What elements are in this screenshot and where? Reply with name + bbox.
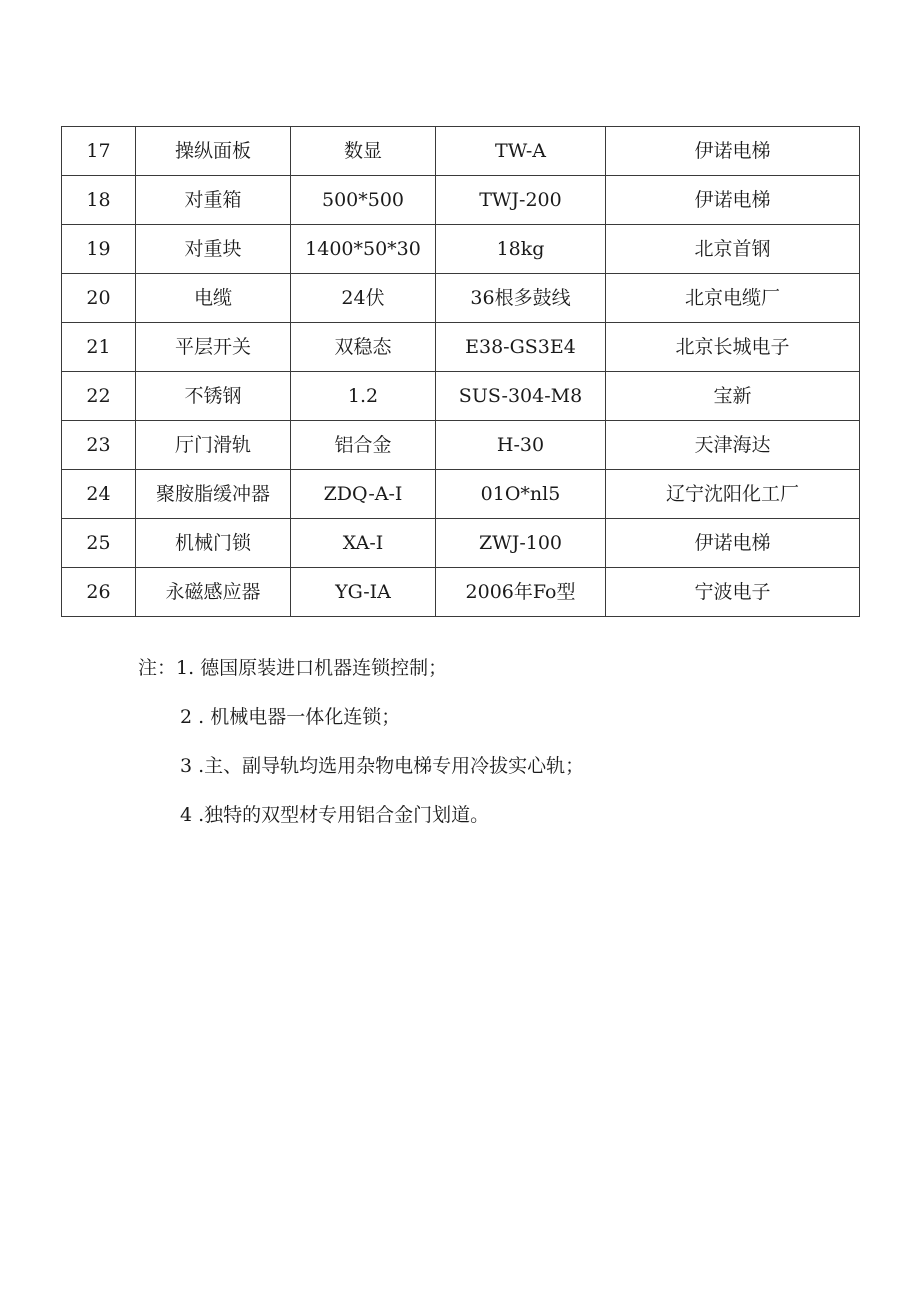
manufacturer-cell: 北京首钢 xyxy=(606,225,860,274)
row-number-cell: 22 xyxy=(62,372,136,421)
row-number-cell: 18 xyxy=(62,176,136,225)
model-cell: ZWJ-100 xyxy=(436,519,606,568)
model-cell: E38-GS3E4 xyxy=(436,323,606,372)
row-number-cell: 23 xyxy=(62,421,136,470)
table-row xyxy=(62,372,860,421)
manufacturer-cell: 宁波电子 xyxy=(606,568,860,617)
note-line-4: 4 .独特的双型材专用铝合金门划道。 xyxy=(180,804,490,826)
spec-cell: YG-IA xyxy=(291,568,436,617)
manufacturer-cell: 辽宁沈阳化工厂 xyxy=(606,470,860,519)
model-cell: 36根多鼓线 xyxy=(436,274,606,323)
row-number-cell: 17 xyxy=(62,127,136,176)
table-row xyxy=(62,519,860,568)
model-cell: SUS-304-M8 xyxy=(436,372,606,421)
part-name-cell: 操纵面板 xyxy=(136,127,291,176)
spec-cell: 1.2 xyxy=(291,372,436,421)
part-name-cell: 机械门锁 xyxy=(136,519,291,568)
part-name-cell: 对重块 xyxy=(136,225,291,274)
model-cell: TW-A xyxy=(436,127,606,176)
part-name-cell: 聚胺脂缓冲器 xyxy=(136,470,291,519)
parts-table xyxy=(61,126,860,617)
model-cell: 2006年Fo型 xyxy=(436,568,606,617)
part-name-cell: 厅门滑轨 xyxy=(136,421,291,470)
note-line-2: 2 . 机械电器一体化连锁； xyxy=(180,706,401,728)
manufacturer-cell: 伊诺电梯 xyxy=(606,519,860,568)
spec-cell: 500*500 xyxy=(291,176,436,225)
notes-section xyxy=(138,654,838,850)
note-line-1: 注：1. 德国原装进口机器连锁控制； xyxy=(138,657,448,679)
manufacturer-cell: 天津海达 xyxy=(606,421,860,470)
manufacturer-cell: 伊诺电梯 xyxy=(606,176,860,225)
table-row xyxy=(62,568,860,617)
row-number-cell: 25 xyxy=(62,519,136,568)
row-number-cell: 26 xyxy=(62,568,136,617)
table-row xyxy=(62,421,860,470)
table-row xyxy=(62,176,860,225)
table-row xyxy=(62,225,860,274)
spec-cell: 双稳态 xyxy=(291,323,436,372)
manufacturer-cell: 宝新 xyxy=(606,372,860,421)
model-cell: H-30 xyxy=(436,421,606,470)
part-name-cell: 永磁感应器 xyxy=(136,568,291,617)
table-row xyxy=(62,274,860,323)
row-number-cell: 20 xyxy=(62,274,136,323)
table-row xyxy=(62,127,860,176)
table-row xyxy=(62,470,860,519)
manufacturer-cell: 北京电缆厂 xyxy=(606,274,860,323)
note-line-3: 3 .主、副导轨均选用杂物电梯专用冷拔实心轨； xyxy=(180,755,585,777)
spec-cell: 24伏 xyxy=(291,274,436,323)
part-name-cell: 电缆 xyxy=(136,274,291,323)
manufacturer-cell: 伊诺电梯 xyxy=(606,127,860,176)
part-name-cell: 平层开关 xyxy=(136,323,291,372)
row-number-cell: 21 xyxy=(62,323,136,372)
model-cell: TWJ-200 xyxy=(436,176,606,225)
model-cell: 01O*nl5 xyxy=(436,470,606,519)
model-cell: 18kg xyxy=(436,225,606,274)
spec-cell: ZDQ-A-I xyxy=(291,470,436,519)
part-name-cell: 对重箱 xyxy=(136,176,291,225)
manufacturer-cell: 北京长城电子 xyxy=(606,323,860,372)
spec-cell: 铝合金 xyxy=(291,421,436,470)
spec-cell: 数显 xyxy=(291,127,436,176)
spec-cell: XA-I xyxy=(291,519,436,568)
part-name-cell: 不锈钢 xyxy=(136,372,291,421)
row-number-cell: 19 xyxy=(62,225,136,274)
row-number-cell: 24 xyxy=(62,470,136,519)
spec-cell: 1400*50*30 xyxy=(291,225,436,274)
table-row xyxy=(62,323,860,372)
